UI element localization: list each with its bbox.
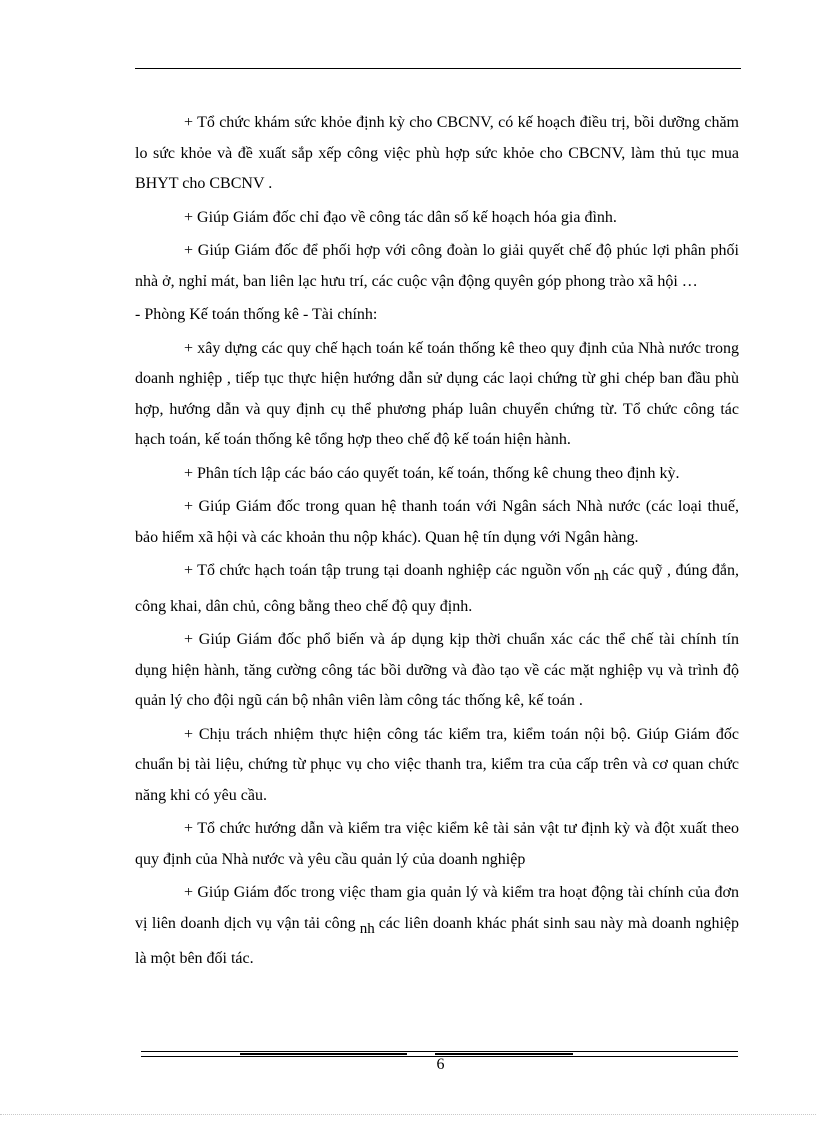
footer-rule-accent-right: [435, 1053, 573, 1055]
document-body: [135, 108, 739, 978]
inline-fragment: nh: [359, 920, 375, 937]
page-boundary: [0, 1114, 816, 1115]
paragraph-reports: + Phân tích lập các báo cáo quyết toán, kế toán, thống kê chung theo định kỳ.: [184, 464, 680, 482]
paragraph-dissemination: + Giúp Giám đốc phổ biến và áp dụng kịp thời chuẩn xác các thể chế tài chính tín dụng hiện hành, tăng cường công tác bồi dưỡng và đào tạo về các mặt nghiệp vụ và trình độ quản lý cho đội ngũ cán bộ nhân viên làm công tác thống kê, kế toán .: [135, 631, 739, 709]
header-rule: [135, 68, 741, 69]
footer-rule-top: [141, 1051, 738, 1052]
page-number: 6: [436, 1056, 445, 1073]
paragraph-joint-venture: [135, 878, 739, 975]
paragraph-accounting-rules: + xây dựng các quy chế hạch toán kế toán thống kê theo quy định của Nhà nước trong doanh nghiệp , tiếp tục thực hiện hướng dẫn sử dụng các laọi chứng từ ghi chép ban đầu phù hợp, hướng dẫn và quy định cụ thể phương pháp luân chuyển chứng từ. Tổ chức công tác hạch toán, kế toán thống kê tổng hợp theo chế độ kế toán hiện hành.: [135, 339, 739, 448]
paragraph-centralized-accounting: [135, 556, 739, 622]
paragraph-text-part: các liên doanh khác phát sinh sau này mà doanh nghiệp là một bên đối tác.: [135, 914, 739, 967]
footer-rule-accent-left: [240, 1053, 407, 1055]
section-heading-accounting: - Phòng Kế toán thống kê - Tài chính:: [135, 306, 378, 323]
paragraph-text-part: các quỹ , đúng đắn, công khai, dân chủ, công bằng theo chế độ quy định.: [135, 562, 739, 615]
paragraph-text-part: + Giúp Giám đốc trong việc tham gia quản lý và kiểm tra hoạt động tài chính của đơn vị liên doanh dịch vụ vận tải công: [135, 884, 739, 932]
paragraph-health-checkup: + Tổ chức khám sức khỏe định kỳ cho CBCNV, có kế hoạch điều trị, bồi dưỡng chăm lo sức khỏe và đề xuất sắp xếp công việc phù hợp sức khỏe cho CBCNV, làm thủ tục mua BHYT cho CBCNV .: [135, 114, 739, 192]
paragraph-internal-audit: + Chịu trách nhiệm thực hiện công tác kiểm tra, kiểm toán nội bộ. Giúp Giám đốc chuẩn bị tài liệu, chứng từ phục vụ cho việc thanh tra, kiểm tra của cấp trên và cơ quan chức năng khi có yêu cầu.: [135, 725, 739, 804]
inline-fragment: nh: [593, 568, 609, 584]
paragraph-text-part: + Tổ chức hạch toán tập trung tại doanh nghiệp các nguồn vốn: [184, 562, 590, 579]
paragraph-population-planning: + Giúp Giám đốc chỉ đạo về công tác dân số kế hoạch hóa gia đình.: [184, 208, 617, 226]
paragraph-inventory: + Tổ chức hướng dẫn và kiểm tra việc kiểm kê tài sản vật tư định kỳ và đột xuất theo quy định của Nhà nước và yêu cầu quản lý của doanh nghiệp: [135, 820, 739, 868]
paragraph-welfare: + Giúp Giám đốc để phối hợp với công đoàn lo giải quyết chế độ phúc lợi phân phối nhà ở, nghỉ mát, ban liên lạc hưu trí, các cuộc vận động quyên góp phong trào xã hội …: [135, 242, 739, 290]
paragraph-budget-relations: + Giúp Giám đốc trong quan hệ thanh toán với Ngân sách Nhà nước (các loại thuế, bảo hiểm xã hội và các khoản thu nộp khác). Quan hệ tín dụng với Ngân hàng.: [135, 498, 739, 546]
